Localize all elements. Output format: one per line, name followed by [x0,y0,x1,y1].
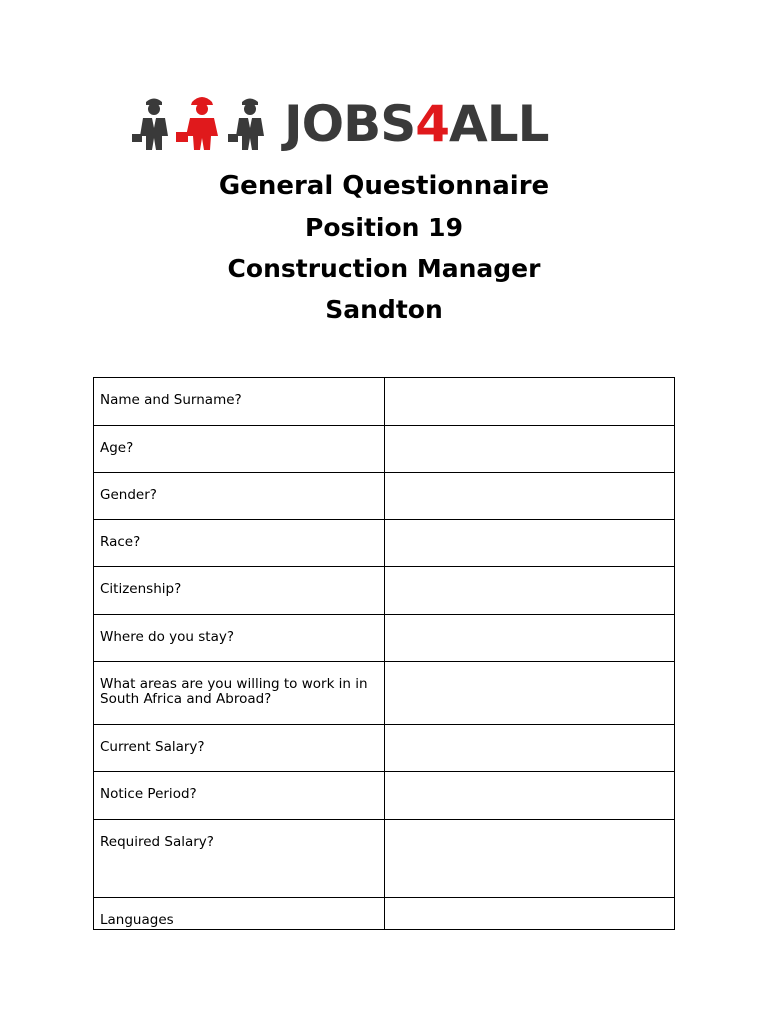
answer-cell[interactable] [384,820,675,898]
logo-text-four: 4 [415,95,450,153]
question-cell: Citizenship? [94,567,385,615]
answer-cell[interactable] [384,378,675,426]
question-cell: Current Salary? [94,725,385,772]
question-cell: Age? [94,426,385,473]
position-number: Position 19 [305,213,463,242]
business-people-icon [132,96,272,152]
answer-cell[interactable] [384,567,675,615]
answer-cell[interactable] [384,725,675,772]
answer-cell[interactable] [384,772,675,820]
table-row [94,662,675,725]
worker-icon [176,94,228,152]
job-role: Construction Manager [227,254,541,283]
question-cell: Gender? [94,473,385,520]
answer-cell[interactable] [384,898,675,930]
table-row [94,473,675,520]
table-row [94,378,675,426]
logo-text-all: ALL [449,95,549,153]
question-cell: Required Salary? [94,820,385,898]
table-row [94,772,675,820]
question-cell: Languages [94,898,385,930]
table-row [94,567,675,615]
page-title: General Questionnaire [218,171,550,201]
questionnaire-table [93,377,675,930]
table-row [94,898,675,930]
table-row [94,520,675,567]
job-location: Sandton [325,295,443,324]
jobs4all-logo [132,94,637,154]
question-cell: Where do you stay? [94,615,385,662]
logo-wordmark [284,96,548,152]
answer-cell[interactable] [384,473,675,520]
table-row [94,820,675,898]
table-row [94,426,675,473]
answer-cell[interactable] [384,520,675,567]
answer-cell[interactable] [384,426,675,473]
question-cell: What areas are you willing to work in in South Africa and Abroad? [94,662,385,725]
question-cell: Name and Surname? [94,378,385,426]
question-cell: Race? [94,520,385,567]
answer-cell[interactable] [384,662,675,725]
businessman-icon [132,96,176,152]
document-header [0,166,768,330]
logo-text-jobs: JOBS [284,95,416,153]
table-row [94,615,675,662]
question-cell: Notice Period? [94,772,385,820]
table-row [94,725,675,772]
businessman-icon [228,96,272,152]
answer-cell[interactable] [384,615,675,662]
